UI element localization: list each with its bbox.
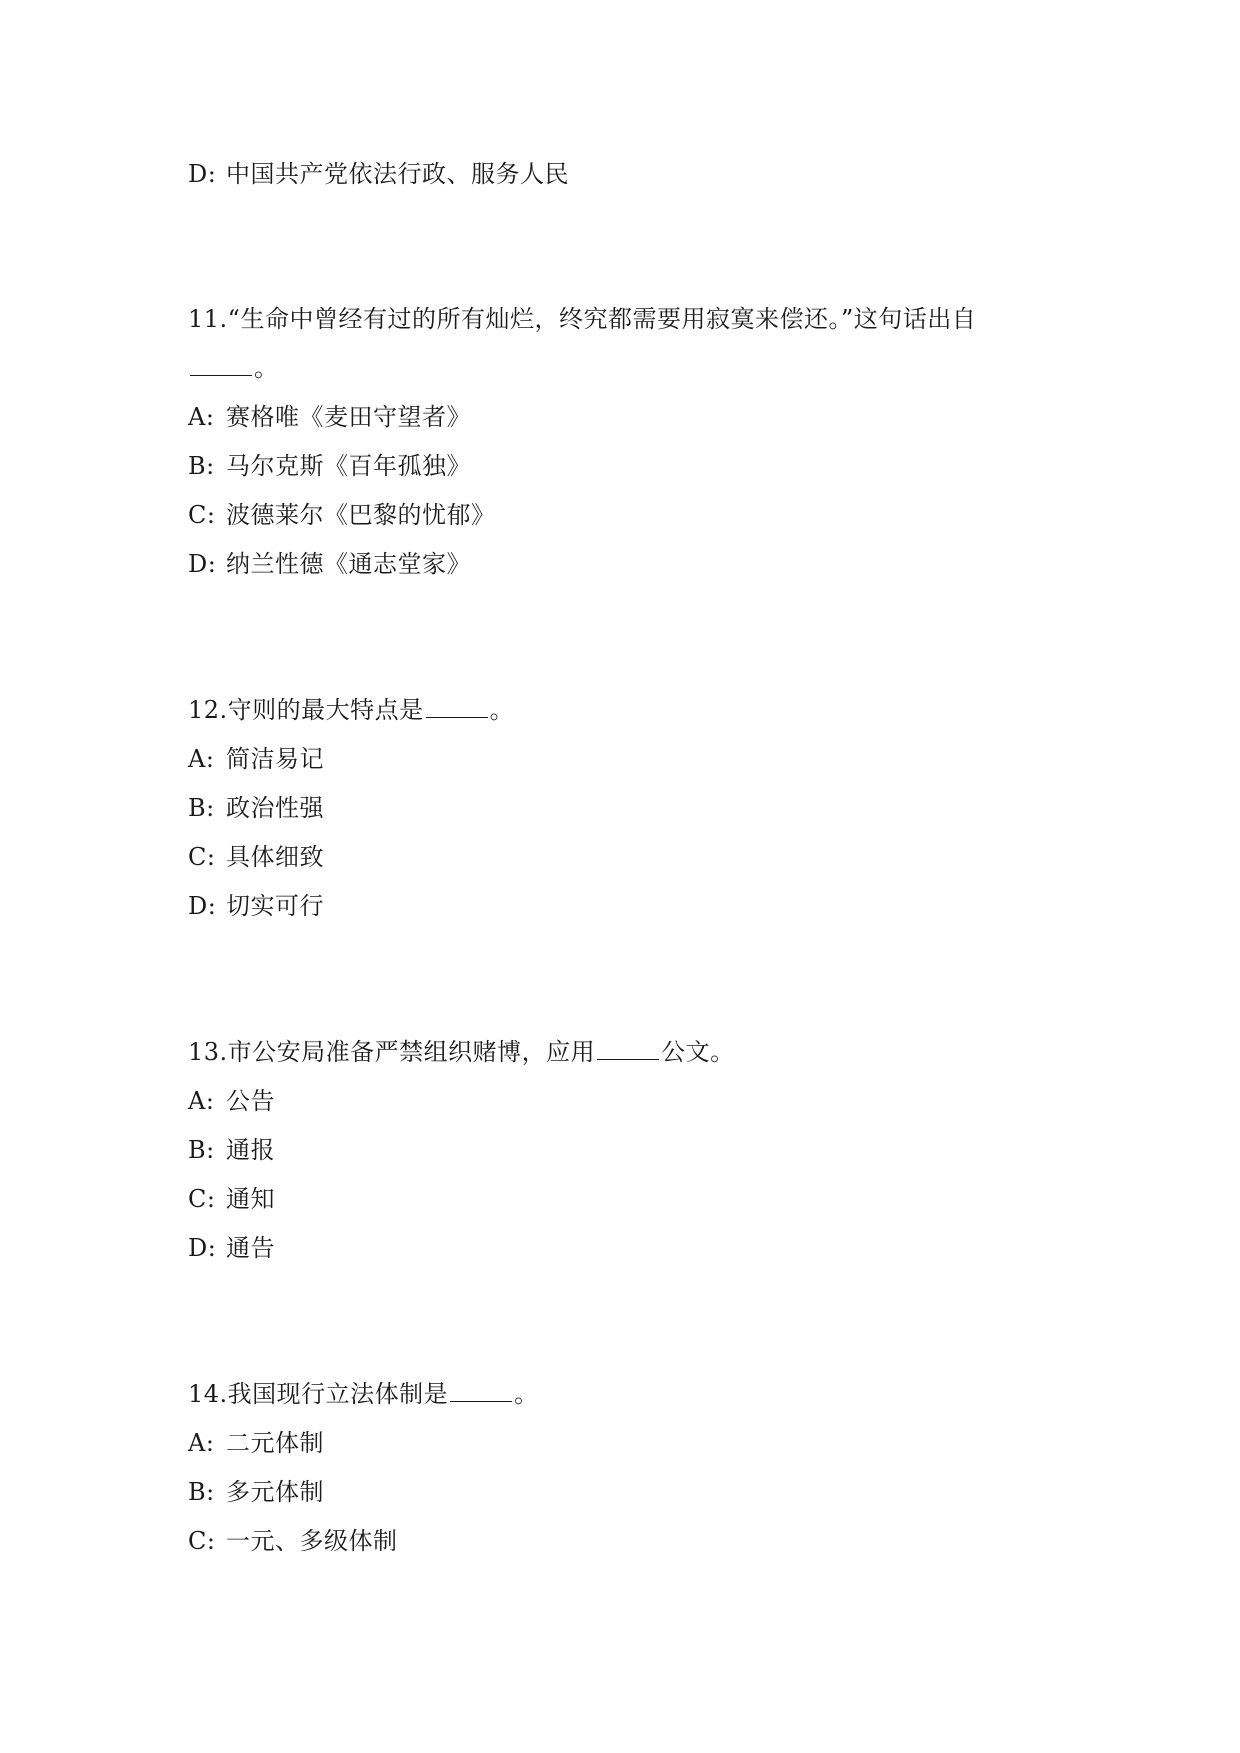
option-d (188, 158, 569, 190)
option-text: 具体细致 (226, 843, 324, 871)
option-label: D: (188, 1234, 217, 1262)
option-c (188, 841, 324, 873)
option-label: D: (188, 550, 217, 578)
option-label: C: (188, 1527, 216, 1555)
question-text: 市公安局准备严禁组织赌博，应用 (227, 1038, 596, 1066)
option-b (188, 1134, 275, 1166)
option-label: B: (188, 1136, 215, 1164)
option-text: 波德莱尔《巴黎的忧郁》 (226, 501, 496, 529)
option-text: 一元、多级体制 (226, 1527, 398, 1555)
option-text: 通知 (226, 1185, 275, 1213)
question-number: 14. (188, 1380, 228, 1408)
question-number: 12. (188, 696, 228, 724)
option-d (188, 890, 324, 922)
question-13-stem (188, 1036, 735, 1068)
answer-blank (597, 1039, 659, 1060)
option-text: 赛格唯《麦田守望者》 (226, 403, 471, 431)
option-text: 二元体制 (226, 1429, 324, 1457)
option-d (188, 548, 471, 580)
option-b (188, 450, 471, 482)
option-a (188, 1427, 324, 1459)
option-text: 政治性强 (226, 794, 324, 822)
question-text-end: 公文。 (661, 1038, 735, 1066)
option-d (188, 1232, 275, 1264)
option-text: 切实可行 (226, 892, 324, 920)
option-a (188, 401, 471, 433)
option-b (188, 792, 324, 824)
question-text: 我国现行立法体制是 (227, 1380, 449, 1408)
option-text: 通告 (226, 1234, 275, 1262)
option-c (188, 1183, 275, 1215)
option-label: B: (188, 794, 215, 822)
question-text-end: 。 (254, 354, 279, 382)
option-c (188, 1525, 398, 1557)
option-text: 通报 (226, 1136, 275, 1164)
answer-blank (426, 697, 488, 718)
answer-blank (190, 355, 252, 376)
option-label: D: (188, 160, 217, 188)
option-label: A: (188, 403, 215, 431)
option-a (188, 1085, 275, 1117)
option-label: D: (188, 892, 217, 920)
question-11-stem-cont (188, 352, 279, 384)
question-12-stem (188, 694, 514, 726)
option-label: B: (188, 1478, 215, 1506)
option-label: C: (188, 843, 216, 871)
option-label: C: (188, 501, 216, 529)
question-11-stem (188, 303, 976, 335)
option-c (188, 499, 496, 531)
question-number: 13. (188, 1038, 228, 1066)
option-label: B: (188, 452, 215, 480)
option-text: 纳兰性德《通志堂家》 (226, 550, 471, 578)
question-text-end: 。 (489, 696, 515, 724)
option-a (188, 743, 324, 775)
question-text: 守则的最大特点是 (227, 696, 424, 724)
option-text: 马尔克斯《百年孤独》 (226, 452, 471, 480)
option-label: A: (188, 745, 215, 773)
option-label: A: (188, 1087, 215, 1115)
question-number: 11. (188, 305, 228, 333)
option-text: 简洁易记 (226, 745, 324, 773)
question-14-stem (188, 1378, 539, 1410)
option-text: 公告 (226, 1087, 275, 1115)
option-label: C: (188, 1185, 216, 1213)
option-text: 中国共产党依法行政、服务人民 (226, 160, 569, 188)
option-label: A: (188, 1429, 215, 1457)
document-page (188, 0, 1088, 1753)
answer-blank (450, 1381, 512, 1402)
question-text: “生命中曾经有过的所有灿烂，终究都需要用寂寞来偿还。”这句话出自 (227, 305, 977, 333)
option-b (188, 1476, 324, 1508)
question-text-end: 。 (514, 1380, 539, 1408)
option-text: 多元体制 (226, 1478, 324, 1506)
